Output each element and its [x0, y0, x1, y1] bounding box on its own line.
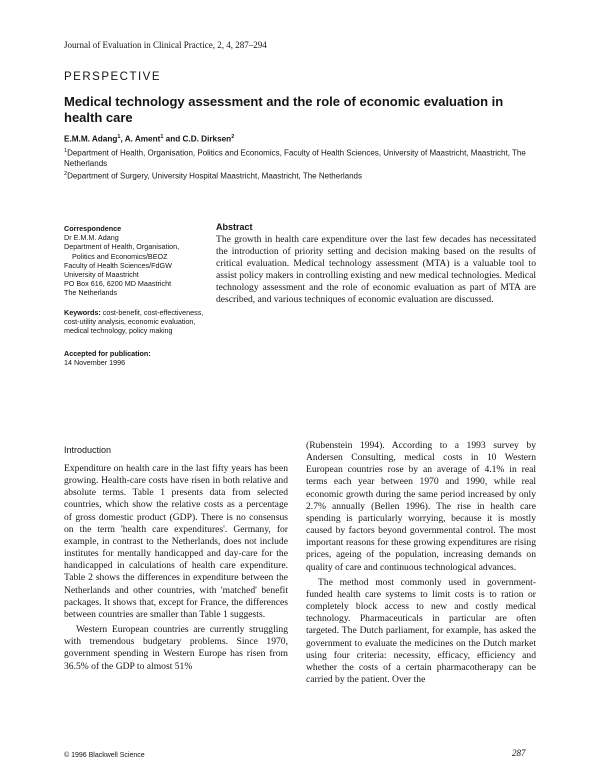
address-line: Politics and Economics/BEOZ — [72, 251, 168, 261]
address-line: University of Maastricht — [64, 270, 139, 280]
accepted-label: Accepted for publication: — [64, 349, 151, 359]
page-number: 287 — [512, 748, 526, 758]
abstract-text: The growth in health care expenditure over the last few decades has necessitated the introduction of priority setting and decision making based on the results of critical evaluation. Medical technology assessment (MTA) is a valuable tool to assist policy makers in controlling existing and new medical technologies. Medical technology assessment and the role of economic evaluation as part of MTA are described, and various techniques of economic evaluation are discussed. — [216, 234, 536, 306]
author-affiliation-mark: 1 — [117, 134, 121, 140]
address-line: Department of Health, Organisation, — [64, 242, 180, 252]
keywords-label: Keywords: — [64, 307, 101, 317]
body-paragraph: Expenditure on health care in the last fifty years has been growing. Health-care costs have risen in both relative and absolute terms. Table 1 presents data from selected countries, which show the relative costs as a percentage of gross domestic product (GDP). There is no consensus on the term 'health care expenditures'. Germany, for example, in contrast to the Netherlands, does not include institutes for mentally handicapped and day-care for the handicapped in calculations of health care expenditure. Table 2 shows the differences in expenditure between the Netherlands and other countries, with 'matched' benefit packages. It shows that, except for France, the differences between countries are smaller than Table 1 suggests. — [64, 463, 288, 620]
body-paragraph: (Rubenstein 1994). According to a 1993 survey by Andersen Consulting, medical costs in 10 Western European countries rose by an average of 4.1% in real terms each year between 1970 and 1990, while real economic growth during the same period increased by only 2.7% annually (Bellen 1996). The rise in health care spending is particularly worrying, because it is mostly caused by factors beyond governmental control. The most important reasons for these growing expenditures are rising prices, ageing of the population, increasing demands on quality of care and continuous technological advances. — [306, 440, 536, 573]
address-line: The Netherlands — [64, 288, 118, 298]
affiliation-mark: 1 — [64, 148, 68, 154]
author-affiliation-mark: 2 — [231, 134, 235, 140]
author-list — [64, 134, 234, 144]
introduction-heading: Introduction — [64, 445, 112, 455]
accepted-block — [64, 349, 204, 367]
affiliation-text: Department of Surgery, University Hospital Maastricht, Maastricht, The Netherlands — [67, 171, 362, 181]
author-name: A. Ament — [124, 134, 161, 144]
keywords-text: cost-benefit, cost-effectiveness, cost-utility analysis, economic evaluation, medical technology, policy making — [64, 307, 204, 336]
address-line: Dr E.M.M. Adang — [64, 233, 119, 243]
body-paragraph: The method most commonly used in government-funded health care systems to limit costs is to ration or completely block access to new and costly medical technology. Pharmaceuticals in particular are often targeted. The Dutch parliament, for example, has asked the government to evaluate the medicines on the Dutch market using four criteria: necessity, efficacy, efficiency and whether the costs of a certain pharmacotherapy can be carried by the patient. Over the — [306, 576, 536, 685]
body-column-left — [64, 463, 288, 673]
accepted-date: 14 November 1996 — [64, 358, 126, 368]
section-label: PERSPECTIVE — [64, 71, 162, 83]
address-line: Faculty of Health Sciences/FdGW — [64, 260, 172, 270]
correspondence-sidebar — [64, 224, 204, 368]
abstract-heading: Abstract — [216, 222, 253, 232]
copyright-notice: © 1996 Blackwell Science — [64, 752, 145, 759]
body-paragraph: Western European countries are currently struggling with tremendous budgetary problems. Since 1970, government spending in Western Europe has risen from 36.5% of the GDP to almost 51% — [64, 624, 288, 672]
affiliation-text: Department of Health, Organisation, Politics and Economics, Faculty of Health Sciences, University of Maastricht, Maastricht, The Netherlands — [64, 148, 526, 169]
affiliation-2 — [64, 169, 554, 182]
affiliation-1 — [64, 146, 554, 170]
keywords-block — [64, 308, 204, 336]
author-affiliation-mark: 1 — [160, 134, 164, 140]
affiliation-mark: 2 — [64, 171, 68, 177]
journal-citation: Journal of Evaluation in Clinical Practice, 2, 4, 287–294 — [64, 40, 267, 50]
author-name: C.D. Dirksen — [182, 134, 232, 144]
article-title: Medical technology assessment and the role of economic evaluation in health care — [64, 94, 504, 125]
correspondence-label: Correspondence — [64, 224, 122, 233]
address-line: PO Box 616, 6200 MD Maastricht — [64, 279, 172, 289]
author-separator: , — [120, 134, 125, 144]
author-separator: and — [163, 134, 183, 144]
body-column-right — [306, 440, 536, 686]
author-name: E.M.M. Adang — [64, 134, 118, 144]
